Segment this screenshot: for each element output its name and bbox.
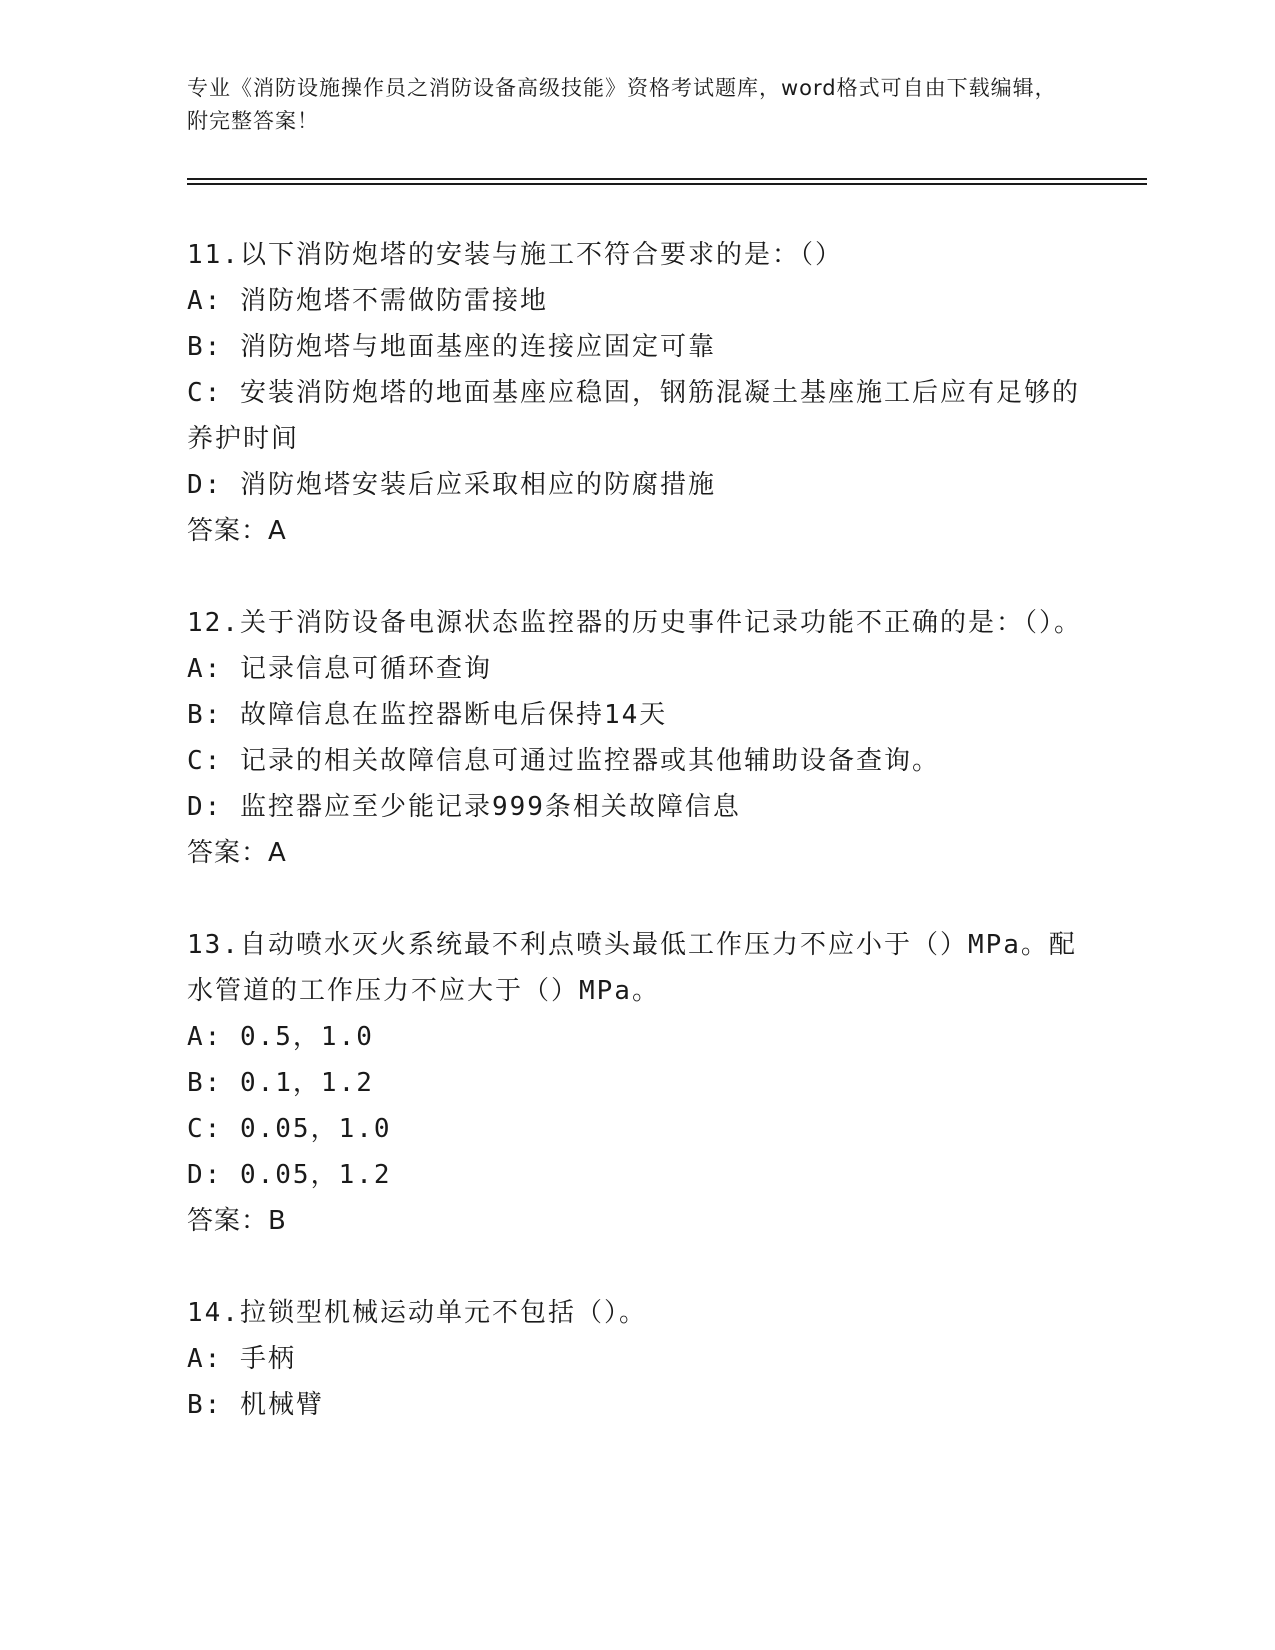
option-c: C: 安装消防炮塔的地面基座应稳固，钢筋混凝土基座施工后应有足够的养护时间 (187, 378, 1080, 454)
option-a: A: 消防炮塔不需做防雷接地 (187, 286, 548, 316)
option-d: D: 0.05，1.2 (187, 1160, 392, 1190)
option-b: B: 消防炮塔与地面基座的连接应固定可靠 (187, 332, 716, 362)
question-11 (187, 232, 1087, 554)
option-b: B: 0.1，1.2 (187, 1068, 374, 1098)
answer: 答案：B (187, 1206, 287, 1236)
question-stem: 11.以下消防炮塔的安装与施工不符合要求的是：（） (187, 240, 843, 270)
option-b: B: 机械臂 (187, 1390, 324, 1420)
question-13 (187, 922, 1087, 1244)
option-c: C: 0.05，1.0 (187, 1114, 392, 1144)
header-rule-bottom (187, 183, 1147, 185)
option-d: D: 消防炮塔安装后应采取相应的防腐措施 (187, 470, 716, 500)
option-c: C: 记录的相关故障信息可通过监控器或其他辅助设备查询。 (187, 746, 940, 776)
option-b: B: 故障信息在监控器断电后保持14天 (187, 700, 668, 730)
header-rule-top (187, 178, 1147, 180)
question-list (187, 232, 1087, 1428)
option-a: A: 记录信息可循环查询 (187, 654, 492, 684)
question-stem: 14.拉锁型机械运动单元不包括（）。 (187, 1298, 647, 1328)
question-stem: 13.自动喷水灭火系统最不利点喷头最低工作压力不应小于（）MPa。配水管道的工作压力不应大于（）MPa。 (187, 930, 1077, 1006)
question-stem: 12.关于消防设备电源状态监控器的历史事件记录功能不正确的是：（）。 (187, 608, 1082, 638)
option-d: D: 监控器应至少能记录999条相关故障信息 (187, 792, 741, 822)
question-12 (187, 600, 1087, 876)
option-a: A: 0.5，1.0 (187, 1022, 374, 1052)
answer: 答案：A (187, 838, 287, 868)
question-14 (187, 1290, 1087, 1428)
header-description: 专业《消防设施操作员之消防设备高级技能》资格考试题库，word格式可自由下载编辑，附完整答案！ (187, 76, 1057, 133)
option-a: A: 手柄 (187, 1344, 296, 1374)
document-header (187, 72, 1067, 138)
answer: 答案：A (187, 516, 287, 546)
